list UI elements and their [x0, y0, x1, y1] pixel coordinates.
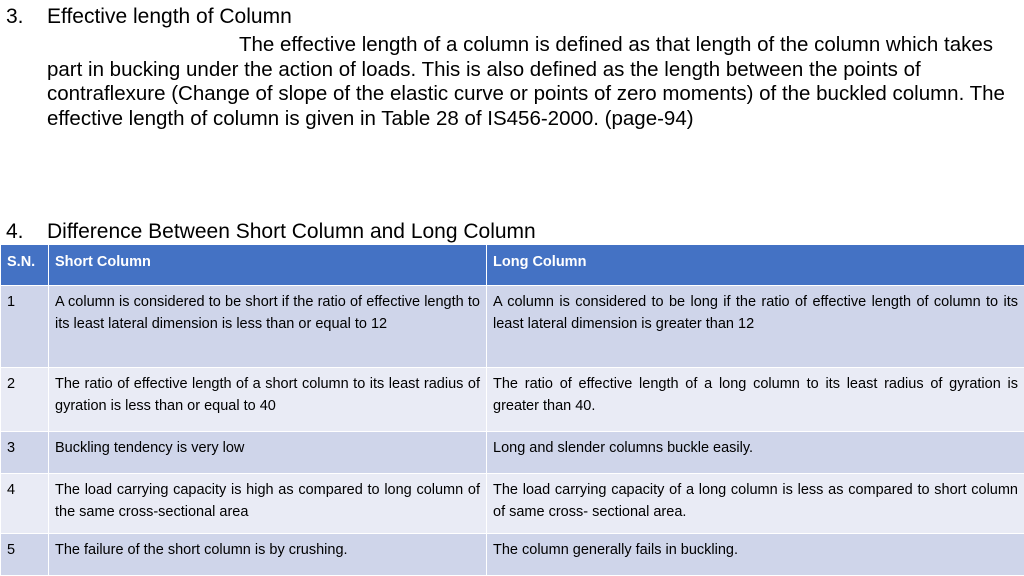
cell-short: Buckling tendency is very low — [49, 432, 487, 474]
cell-sn: 4 — [1, 474, 49, 534]
cell-sn: 3 — [1, 432, 49, 474]
cell-short: The failure of the short column is by crushing. — [49, 534, 487, 576]
cell-long: The column generally fails in buckling. — [487, 534, 1024, 576]
cell-short: A column is considered to be short if the ratio of effective length to its least lateral dimension is less than or equal to 12 — [49, 286, 487, 368]
cell-long: Long and slender columns buckle easily. — [487, 432, 1024, 474]
cell-sn: 2 — [1, 368, 49, 432]
header-sn: S.N. — [1, 245, 49, 286]
cell-short: The load carrying capacity is high as compared to long column of the same cross-sectional area — [49, 474, 487, 534]
cell-sn: 5 — [1, 534, 49, 576]
cell-long: The load carrying capacity of a long column is less as compared to short column of same cross- sectional area. — [487, 474, 1024, 534]
section-4-number: 4. — [6, 220, 24, 243]
section-3-paragraph — [47, 33, 1022, 131]
table-row — [1, 534, 1024, 576]
table-row — [1, 368, 1024, 432]
cell-sn: 1 — [1, 286, 49, 368]
header-long-column: Long Column — [487, 245, 1024, 286]
header-short-column: Short Column — [49, 245, 487, 286]
section-3-title: Effective length of Column — [47, 5, 292, 28]
table-row — [1, 474, 1024, 534]
comparison-table — [0, 244, 1024, 576]
table-row — [1, 432, 1024, 474]
section-4-title: Difference Between Short Column and Long Column — [47, 220, 536, 243]
cell-long: The ratio of effective length of a long column to its least radius of gyration is greater than 40. — [487, 368, 1024, 432]
section-3-paragraph-text: The effective length of a column is defined as that length of the column which takes part in bucking under the action of loads. This is also defined as the length between the points of contraflexure (Change of slope of the elastic curve or points of zero moments) of the buckled column. The effective length of column is given in Table 28 of IS456-2000. (page-94) — [47, 33, 1005, 130]
table-header-row — [1, 245, 1024, 286]
cell-short: The ratio of effective length of a short column to its least radius of gyration is less than or equal to 40 — [49, 368, 487, 432]
table-row — [1, 286, 1024, 368]
cell-long: A column is considered to be long if the ratio of effective length of column to its least lateral dimension is greater than 12 — [487, 286, 1024, 368]
section-3-number: 3. — [6, 5, 24, 28]
